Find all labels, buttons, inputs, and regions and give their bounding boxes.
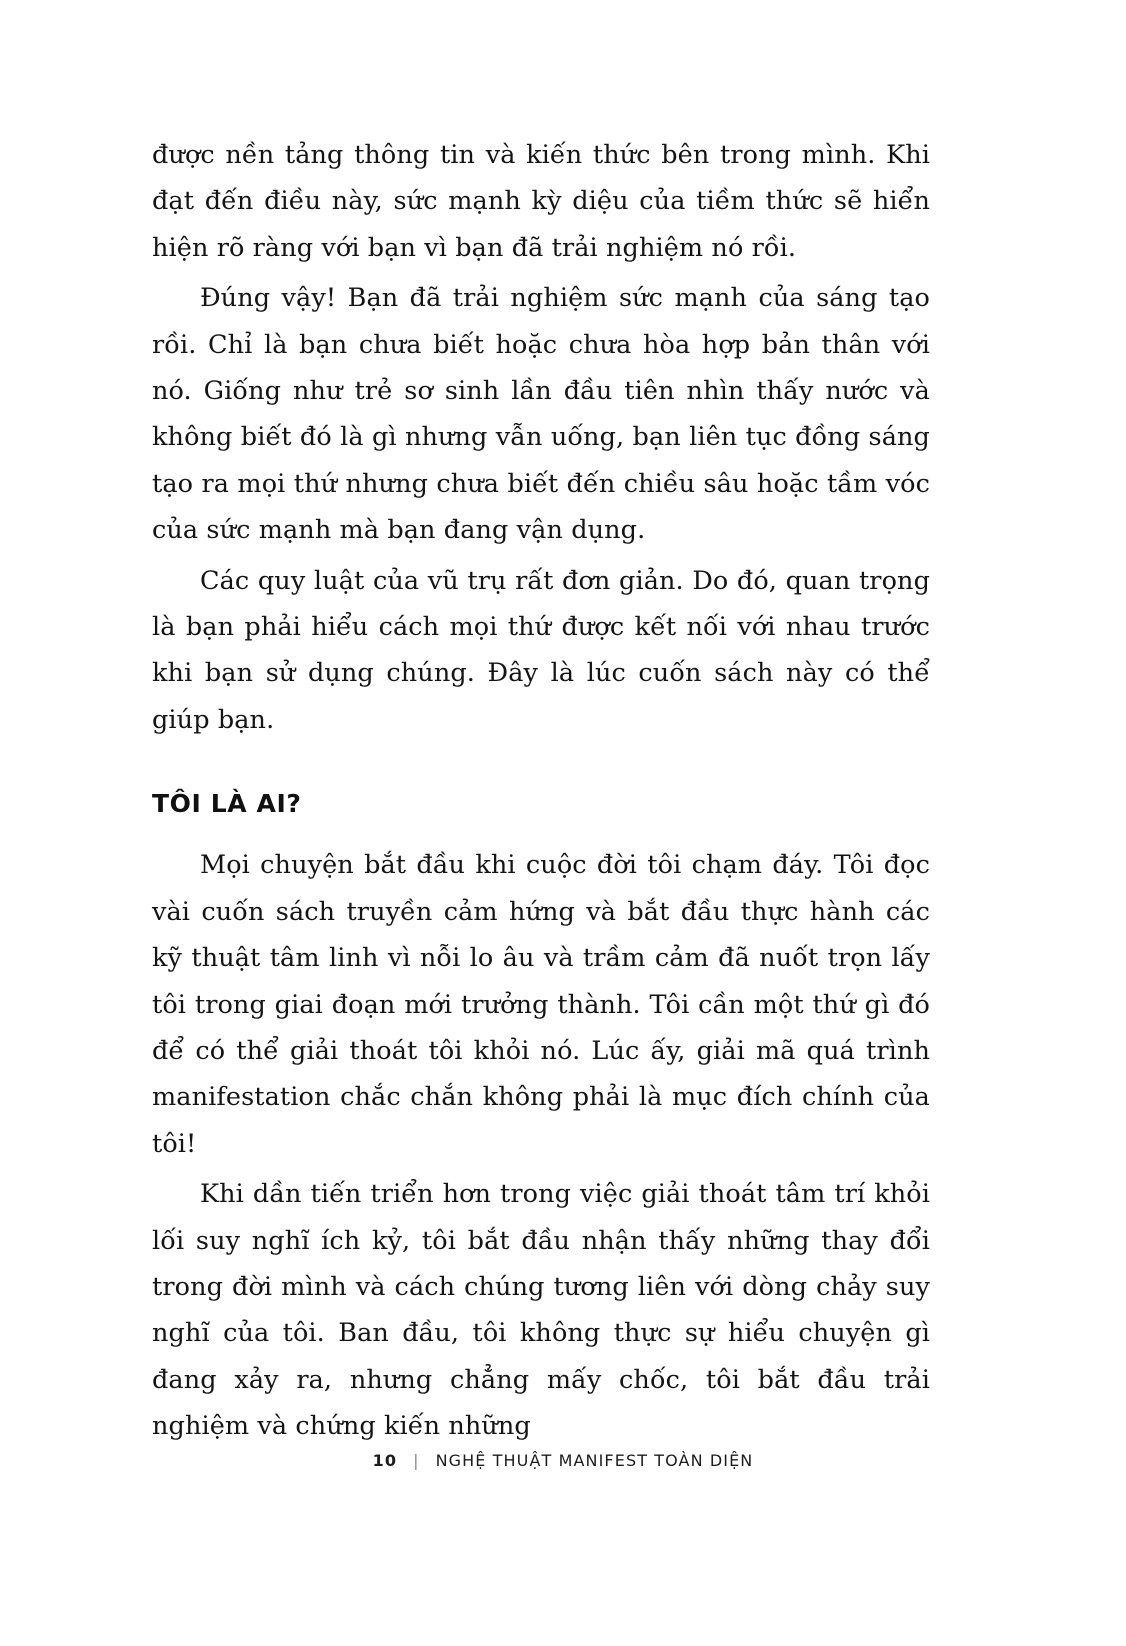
footer-book-title: NGHỆ THUẬT MANIFEST TOÀN DIỆN: [435, 1451, 754, 1470]
page-content: [152, 132, 930, 1450]
section-heading: TÔI LÀ AI?: [152, 789, 302, 819]
paragraph: Đúng vậy! Bạn đã trải nghiệm sức mạnh của sáng tạo rồi. Chỉ là bạn chưa biết hoặc chưa hòa hợp bản thân với nó. Giống như trẻ sơ sinh lần đầu tiên nhìn thấy nước và không biết đó là gì nhưng vẫn uống, bạn liên tục đồng sáng tạo ra mọi thứ nhưng chưa biết đến chiều sâu hoặc tầm vóc của sức mạnh mà bạn đang vận dụng.: [152, 283, 930, 546]
page-number: 10: [372, 1451, 398, 1470]
paragraph: Khi dần tiến triển hơn trong việc giải thoát tâm trí khỏi lối suy nghĩ ích kỷ, tôi bắt đầu nhận thấy những thay đổi trong đời mình và cách chúng tương liên với dòng chảy suy nghĩ của tôi. Ban đầu, tôi không thực sự hiểu chuyện gì đang xảy ra, nhưng chẳng mấy chốc, tôi bắt đầu trải nghiệm và chứng kiến những: [152, 1179, 930, 1442]
paragraph: Mọi chuyện bắt đầu khi cuộc đời tôi chạm đáy. Tôi đọc vài cuốn sách truyền cảm hứng và bắt đầu thực hành các kỹ thuật tâm linh vì nỗi lo âu và trầm cảm đã nuốt trọn lấy tôi trong giai đoạn mới trưởng thành. Tôi cần một thứ gì đó để có thể giải thoát tôi khỏi nó. Lúc ấy, giải mã quá trình manifestation chắc chắn không phải là mục đích chính của tôi!: [152, 850, 930, 1159]
paragraph: Các quy luật của vũ trụ rất đơn giản. Do đó, quan trọng là bạn phải hiểu cách mọi thứ được kết nối với nhau trước khi bạn sử dụng chúng. Đây là lúc cuốn sách này có thể giúp bạn.: [152, 565, 930, 735]
paragraph: được nền tảng thông tin và kiến thức bên trong mình. Khi đạt đến điều này, sức mạnh kỳ diệu của tiềm thức sẽ hiển hiện rõ ràng với bạn vì bạn đã trải nghiệm nó rồi.: [152, 140, 930, 263]
footer-separator: |: [413, 1451, 420, 1470]
page-footer: [0, 1451, 1126, 1470]
